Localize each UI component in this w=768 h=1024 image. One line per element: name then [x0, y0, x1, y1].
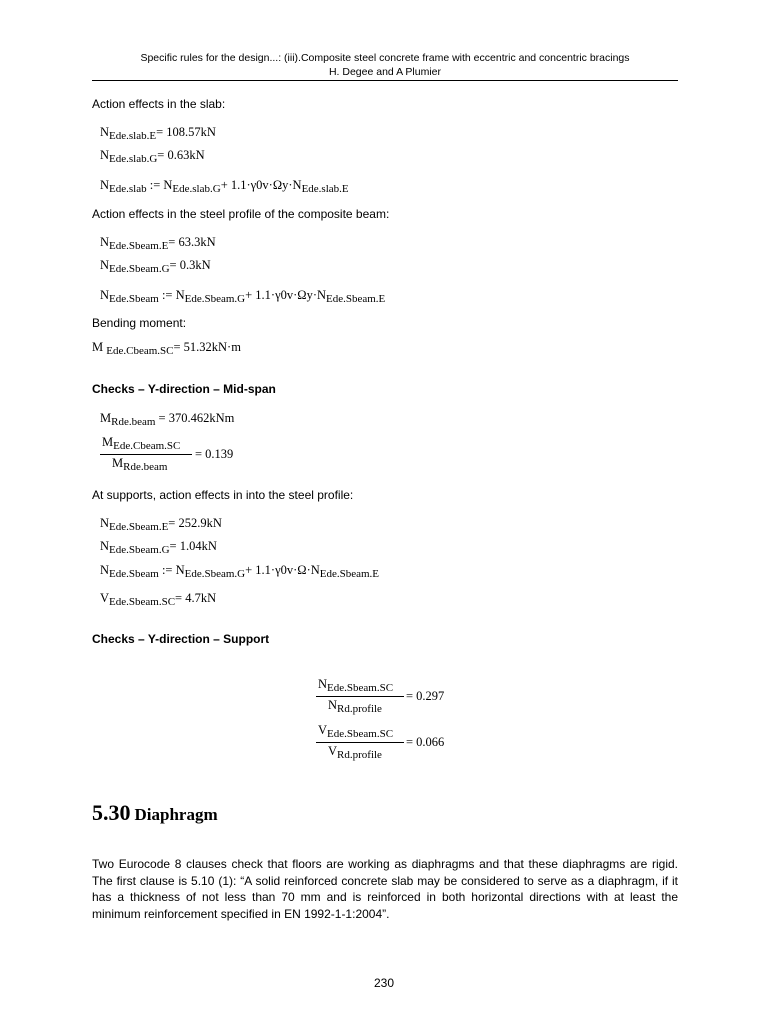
running-header-title: Specific rules for the design...: (iii).Composite steel concrete frame with eccentric and concentric bracings [140, 52, 630, 64]
eq-n-ede-slab-g: NEde.slab.G= 0.63kN [100, 148, 205, 165]
supports-label: At supports, action effects in into the steel profile: [92, 488, 354, 502]
eq-n-ede-sbeam-e: NEde.Sbeam.E= 63.3kN [100, 235, 216, 252]
checks-mid-span-heading: Checks – Y-direction – Mid-span [92, 382, 276, 396]
steel-profile-label: Action effects in the steel profile of the composite beam: [92, 207, 390, 221]
checks-support-heading: Checks – Y-direction – Support [92, 632, 270, 646]
eq-n-ede-sbeam-e-support: NEde.Sbeam.E= 252.9kN [100, 516, 222, 533]
eq-n-ede-sbeam-g-support: NEde.Sbeam.G= 1.04kN [100, 539, 217, 556]
section-heading [92, 800, 218, 826]
fraction-shear-force-ratio: VEde.Sbeam.SC VRd.profile = 0.066 [318, 723, 445, 761]
header-rule [92, 80, 678, 81]
fraction-normal-force-ratio: NEde.Sbeam.SC NRd.profile = 0.297 [318, 677, 445, 715]
fraction-mid-span-ratio: MEde.Cbeam.SC MRde.beam = 0.139 [102, 435, 234, 473]
eq-v-ede-sbeam-sc: VEde.Sbeam.SC= 4.7kN [100, 591, 217, 608]
diaphragm-paragraph: Two Eurocode 8 clauses check that floors are working as diaphragms and that these diaphragms are rigid. The first clause is 5.10 (1): “A solid reinforced concrete slab may be considered to serve as a diaphragm, if it has a thickness of not less than 70 mm and is reinforced in both horizontal directions with at least the minimum reinforcement specified in EN 1992-1-1:2004”. [92, 857, 678, 921]
eq-m-ede-cbeam-sc: M Ede.Cbeam.SC= 51.32kN·m [92, 340, 241, 357]
eq-n-ede-sbeam: NEde.Sbeam := NEde.Sbeam.G+ 1.1·γ0v·Ωy·NEde.Sbeam.E [100, 288, 386, 305]
slab-label: Action effects in the slab: [92, 97, 226, 111]
eq-n-ede-slab-e: NEde.slab.E= 108.57kN [100, 125, 216, 142]
section-number: 5.30 [92, 800, 131, 825]
eq-n-ede-sbeam-g: NEde.Sbeam.G= 0.3kN [100, 258, 211, 275]
page-number: 230 [373, 976, 395, 990]
bending-moment-label: Bending moment: [92, 316, 187, 330]
running-header-authors: H. Degee and A Plumier [328, 66, 442, 78]
eq-m-rde-beam: MRde.beam = 370.462kNm [100, 411, 235, 428]
eq-n-ede-slab: NEde.slab := NEde.slab.G+ 1.1·γ0v·Ωy·NEde.slab.E [100, 178, 349, 195]
eq-n-ede-sbeam-support: NEde.Sbeam := NEde.Sbeam.G+ 1.1·γ0v·Ω·NEde.Sbeam.E [100, 563, 380, 580]
section-title: Diaphragm [134, 805, 218, 824]
